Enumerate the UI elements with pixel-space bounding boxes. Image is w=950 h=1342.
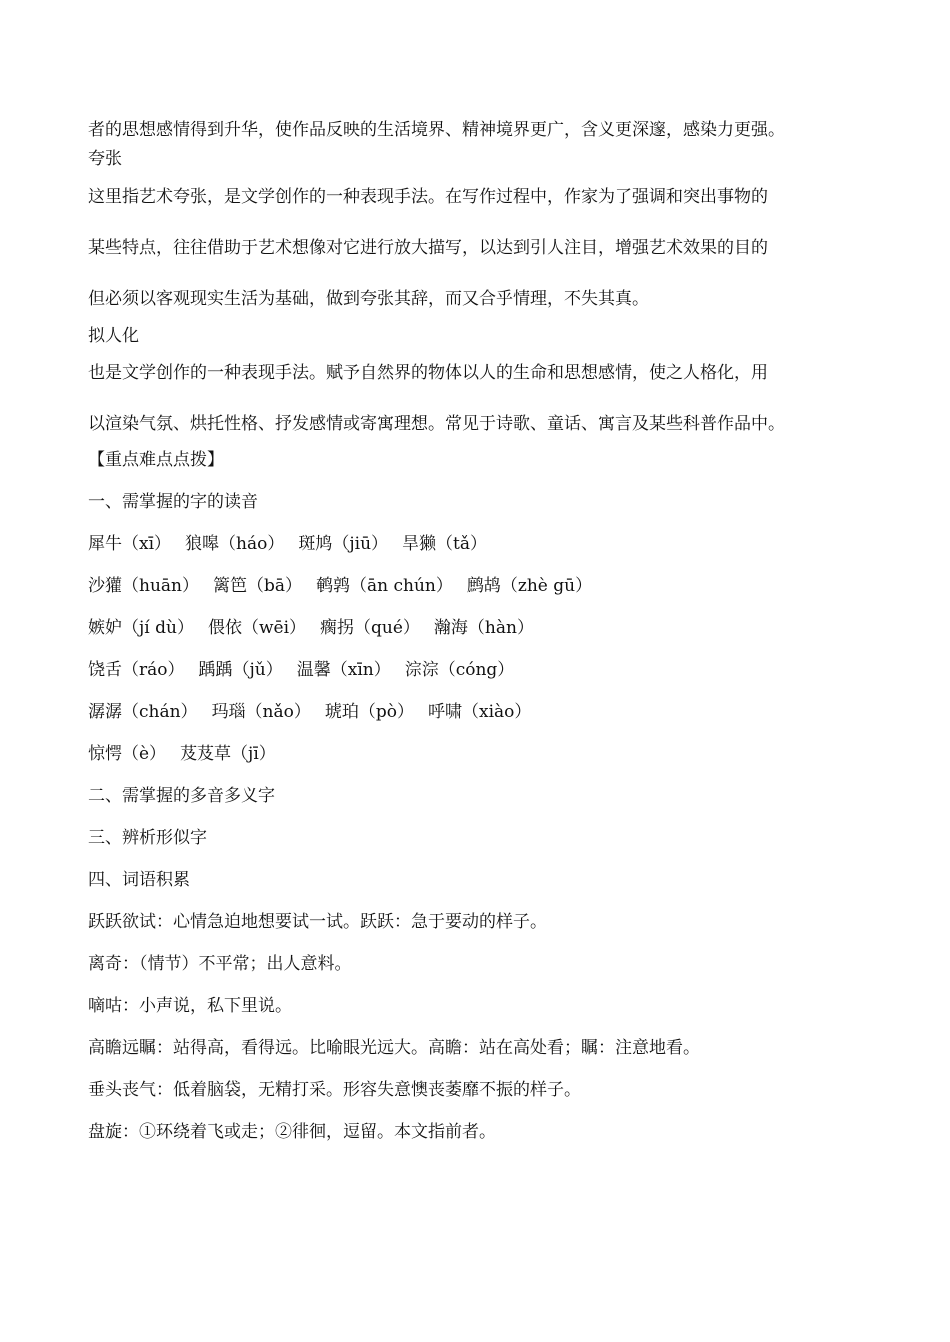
pronunciation-item: 篱笆（bā） — [212, 576, 303, 596]
document-page — [88, 118, 878, 1144]
pronunciation-item: 芨芨草（jī） — [180, 744, 276, 764]
vocabulary-entry: 盘旋：①环绕着飞或走；②徘徊，逗留。本文指前者。 — [88, 1122, 496, 1142]
pronunciation-item: 饶舌（ráo） — [88, 660, 185, 680]
pronunciation-item: 琥珀（pò） — [324, 702, 415, 722]
pronunciation-item: 惊愕（è） — [88, 744, 167, 764]
pronunciation-item: 玛瑙（nǎo） — [211, 702, 311, 722]
pronunciation-item: 瀚海（hàn） — [433, 618, 534, 638]
pronunciation-item: 沙獾（huān） — [88, 576, 199, 596]
section-heading-pronunciation: 一、需掌握的字的读音 — [88, 492, 258, 512]
vocabulary-entry: 跃跃欲试：心情急迫地想要试一试。跃跃：急于要动的样子。 — [88, 912, 547, 932]
vocabulary-entry: 离奇：（情节）不平常；出人意料。 — [88, 954, 352, 974]
pronunciation-item: 狼嗥（háo） — [185, 534, 285, 554]
term-definition-line: 也是文学创作的一种表现手法。赋予自然界的物体以人的生命和思想感情，使之人格化，用 — [88, 363, 768, 383]
pronunciation-item: 斑鸠（jiū） — [298, 534, 389, 554]
pronunciation-row — [88, 658, 878, 682]
term-definition-line: 这里指艺术夸张，是文学创作的一种表现手法。在写作过程中，作家为了强调和突出事物的 — [88, 187, 768, 207]
pronunciation-row — [88, 700, 878, 724]
pronunciation-item: 鹧鸪（zhè gū） — [466, 576, 593, 596]
term-title-personification: 拟人化 — [88, 326, 139, 346]
vocabulary-entry: 嘀咕：小声说，私下里说。 — [88, 996, 292, 1016]
pronunciation-row — [88, 574, 878, 598]
pronunciation-item: 瘸拐（qué） — [320, 618, 420, 638]
pronunciation-row — [88, 742, 878, 766]
pronunciation-item: 温馨（xīn） — [296, 660, 391, 680]
pronunciation-item: 潺潺（chán） — [88, 702, 198, 722]
pronunciation-row — [88, 616, 878, 640]
term-definition-line: 但必须以客观现实生活为基础，做到夸张其辞，而又合乎情理，不失其真。 — [88, 289, 649, 309]
pronunciation-item: 犀牛（xī） — [88, 534, 172, 554]
pronunciation-item: 旱獭（tǎ） — [402, 534, 487, 554]
term-definition-line: 以渲染气氛、烘托性格、抒发感情或寄寓理想。常见于诗歌、童话、寓言及某些科普作品中。 — [88, 414, 785, 434]
paragraph-continuation: 者的思想感情得到升华，使作品反映的生活境界、精神境界更广，含义更深邃，感染力更强。 — [88, 120, 785, 140]
section-heading-vocabulary: 四、词语积累 — [88, 870, 190, 890]
section-key-points: 【重点难点点拨】 — [88, 450, 224, 470]
pronunciation-item: 呼啸（xiào） — [428, 702, 532, 722]
pronunciation-row — [88, 532, 878, 556]
vocabulary-entry: 垂头丧气：低着脑袋，无精打采。形容失意懊丧萎靡不振的样子。 — [88, 1080, 581, 1100]
term-title-exaggeration: 夸张 — [88, 149, 122, 169]
section-heading-polyphonic: 二、需掌握的多音多义字 — [88, 786, 275, 806]
pronunciation-item: 嫉妒（jí dù） — [88, 618, 194, 638]
pronunciation-item: 偎依（wēi） — [207, 618, 307, 638]
pronunciation-item: 踽踽（jǔ） — [198, 660, 283, 680]
section-heading-similar-chars: 三、辨析形似字 — [88, 828, 207, 848]
pronunciation-item: 鹌鹑（ān chún） — [316, 576, 453, 596]
term-definition-line: 某些特点，往往借助于艺术想像对它进行放大描写，以达到引人注目，增强艺术效果的目的 — [88, 238, 768, 258]
vocabulary-entry: 高瞻远瞩：站得高，看得远。比喻眼光远大。高瞻：站在高处看；瞩：注意地看。 — [88, 1038, 700, 1058]
pronunciation-item: 淙淙（cóng） — [404, 660, 515, 680]
